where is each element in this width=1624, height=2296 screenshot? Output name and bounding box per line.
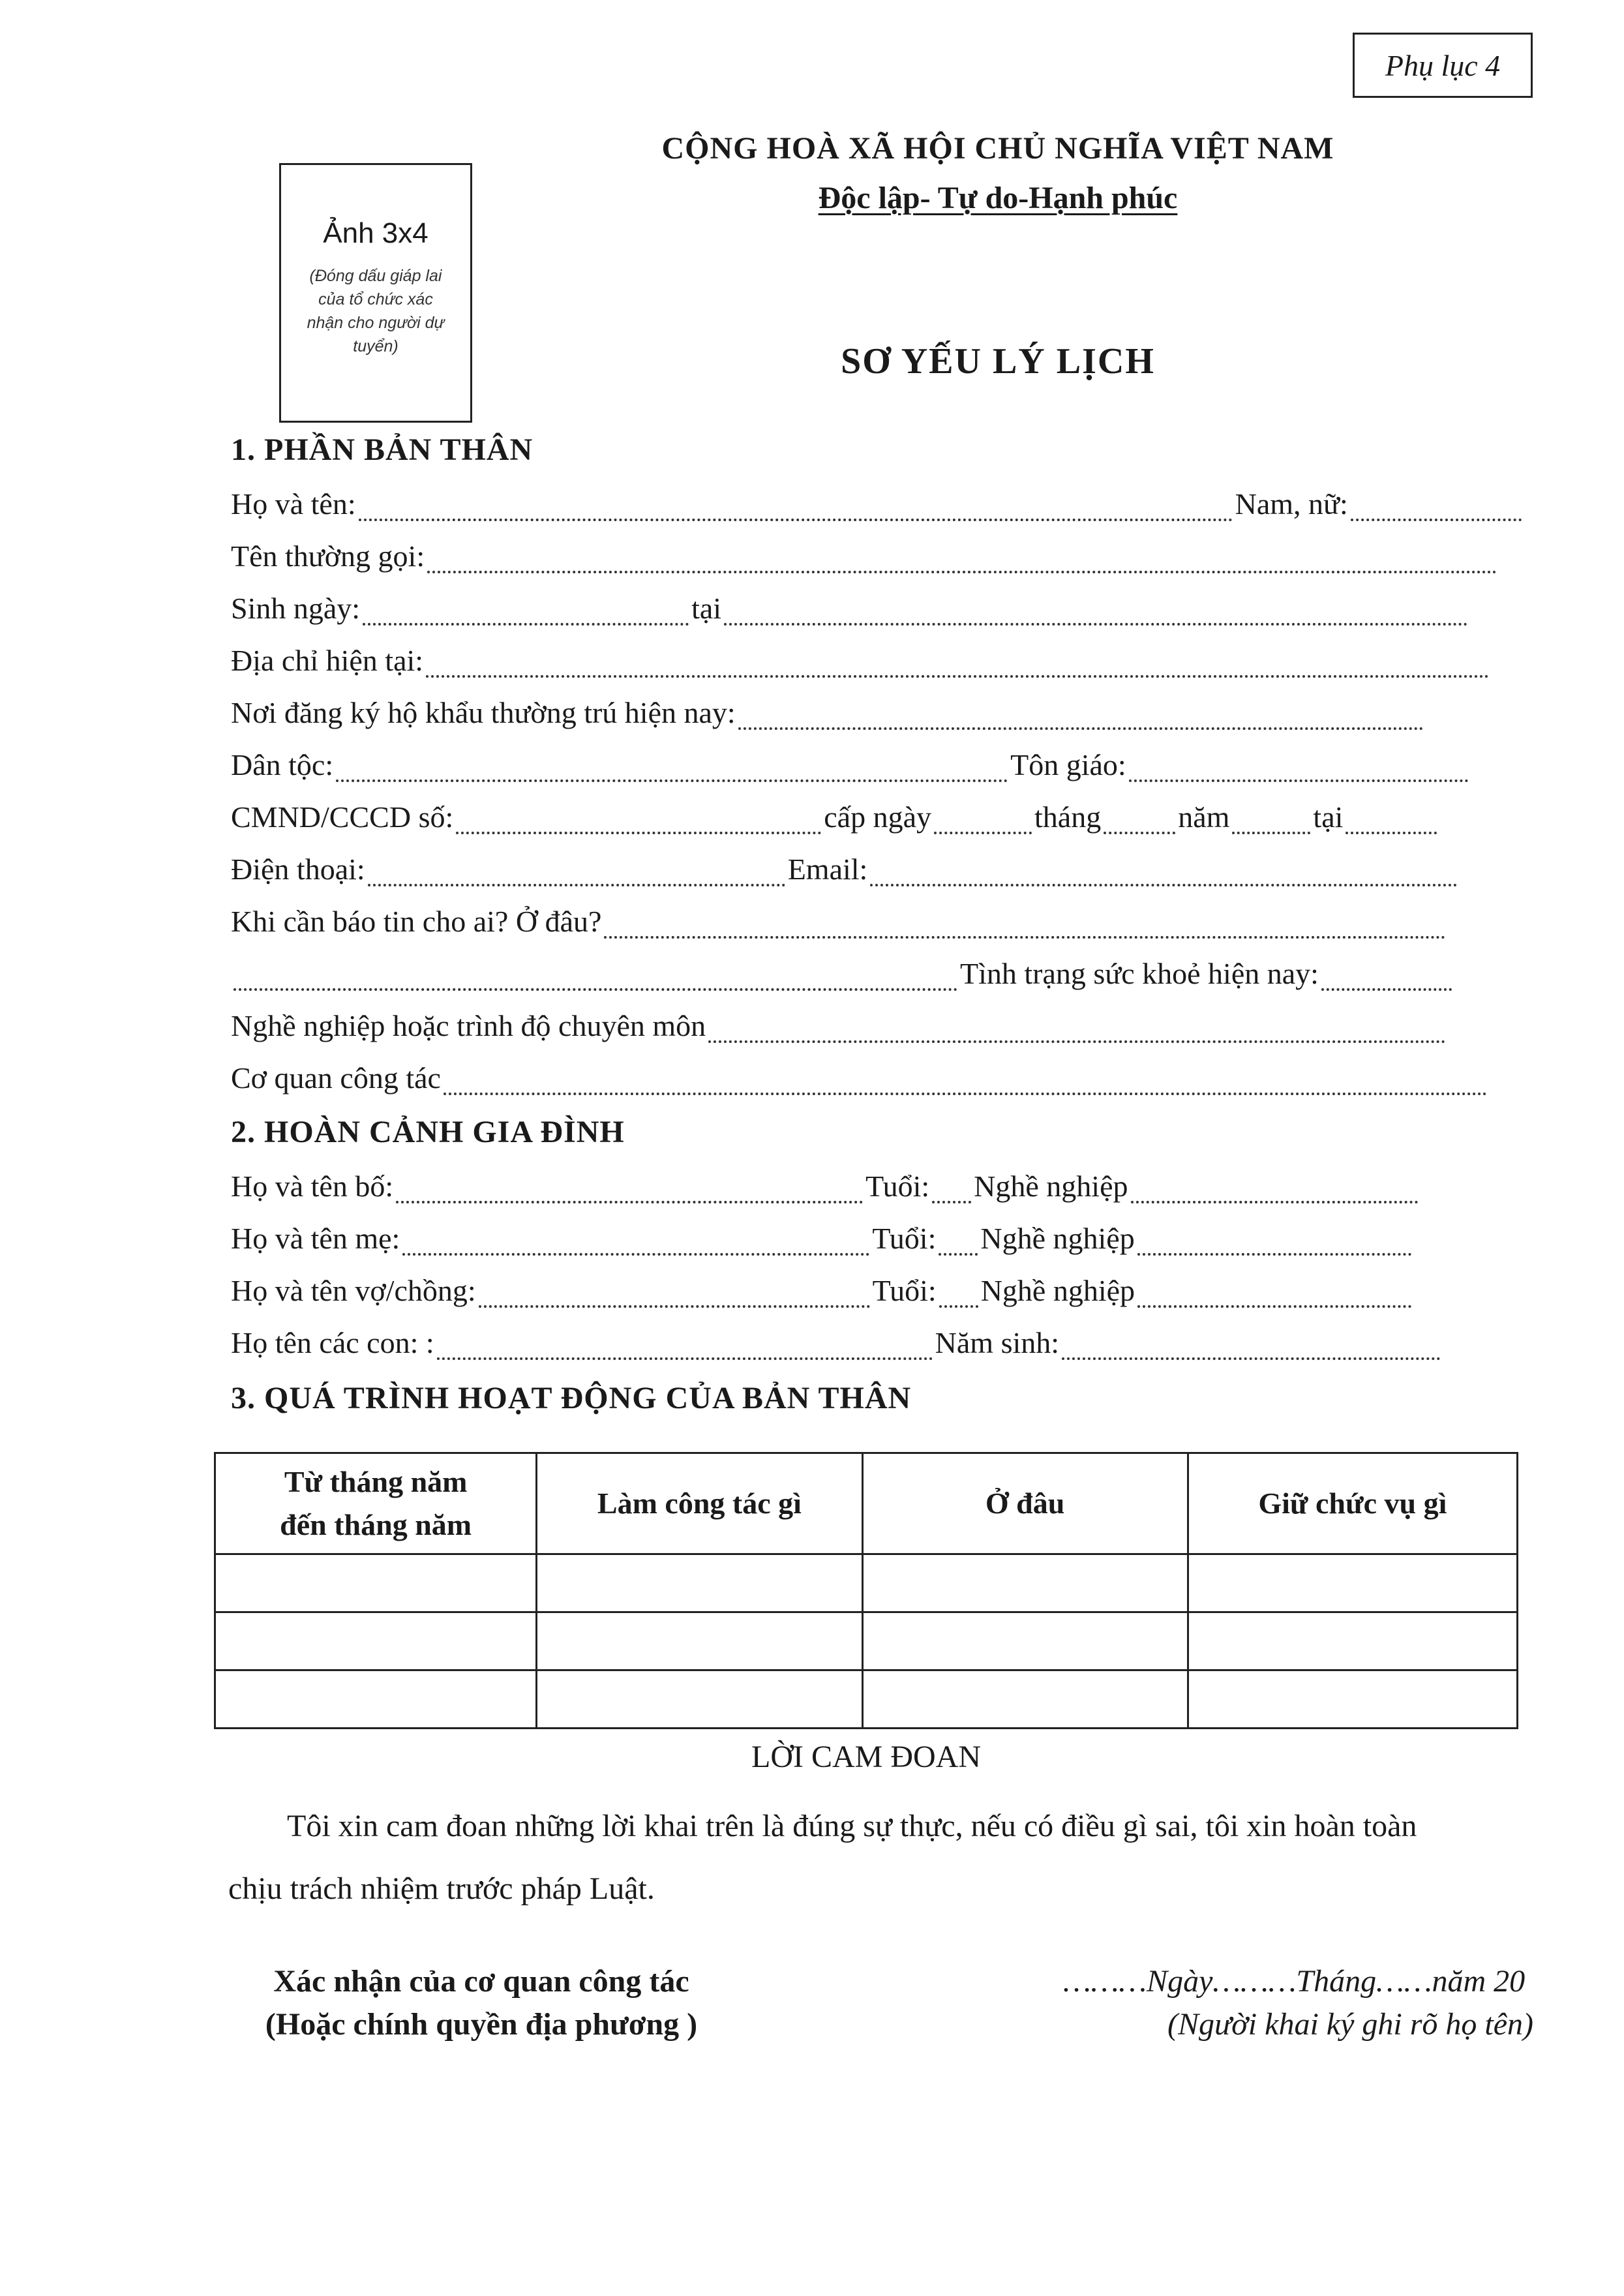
table-cell[interactable] [537, 1670, 862, 1729]
photo-note: (Đóng dấu giáp lai của tổ chức xác nhận cho người dự tuyển) [307, 267, 445, 355]
section2-heading: 2. HOÀN CẢNH GIA ĐÌNH [231, 1115, 625, 1149]
section3-heading: 3. QUÁ TRÌNH HOẠT ĐỘNG CỦA BẢN THÂN [231, 1381, 912, 1415]
column-header-position: Giữ chức vụ gì [1188, 1453, 1517, 1554]
field-children: Họ tên các con: : Năm sinh: [231, 1325, 1529, 1360]
field-mother: Họ và tên mẹ: Tuổi: Nghề nghiệp [231, 1221, 1529, 1256]
pledge-line-2: chịu trách nhiệm trước pháp Luật. [228, 1871, 655, 1906]
table-cell[interactable] [215, 1554, 537, 1612]
certification-label: Xác nhận của cơ quan công tác [273, 1964, 689, 1999]
table-cell[interactable] [537, 1612, 862, 1670]
column-header-period: Từ tháng năm đến tháng năm [215, 1453, 537, 1554]
section1-heading: 1. PHẦN BẢN THÂN [231, 432, 534, 467]
field-id-card: CMND/CCCD số: cấp ngày tháng năm tại [231, 800, 1529, 834]
table-cell[interactable] [1188, 1554, 1517, 1612]
certification-note: (Hoặc chính quyền địa phương ) [265, 2007, 698, 2042]
field-full-name: Họ và tên: Nam, nữ: [231, 487, 1522, 521]
field-health: Tình trạng sức khoẻ hiện nay: [231, 956, 1522, 991]
nation-header: CỘNG HOÀ XÃ HỘI CHỦ NGHĨA VIỆT NAM [661, 131, 1334, 166]
pledge-line-1: Tôi xin cam đoan những lời khai trên là đúng sự thực, nếu có điều gì sai, tôi xin hoàn toàn [287, 1809, 1417, 1843]
field-emergency-contact: Khi cần báo tin cho ai? Ở đâu? [231, 904, 1522, 939]
signature-note: (Người khai ký ghi rõ họ tên) [1167, 2007, 1534, 2042]
table-row [215, 1554, 1518, 1612]
appendix-label: Phụ lục 4 [1353, 33, 1533, 98]
field-workplace: Cơ quan công tác [231, 1061, 1529, 1095]
table-cell[interactable] [862, 1670, 1188, 1729]
table-cell[interactable] [862, 1612, 1188, 1670]
motto: Độc lập- Tự do-Hạnh phúc [818, 181, 1178, 215]
field-residence: Nơi đăng ký hộ khẩu thường trú hiện nay: [231, 695, 1529, 730]
table-cell[interactable] [215, 1670, 537, 1729]
table-cell[interactable] [1188, 1670, 1517, 1729]
date-line: ………Ngày………Tháng……năm 20 [1063, 1964, 1526, 1999]
column-header-work: Làm công tác gì [537, 1453, 862, 1554]
field-father: Họ và tên bố: Tuổi: Nghề nghiệp [231, 1169, 1529, 1203]
field-phone-email: Điện thoại: Email: [231, 852, 1529, 886]
photo-label: Ảnh 3x4 [323, 217, 429, 249]
field-address: Địa chỉ hiện tại: [231, 643, 1522, 678]
table-cell[interactable] [862, 1554, 1188, 1612]
field-birth: Sinh ngày: tại [231, 591, 1529, 626]
table-cell[interactable] [537, 1554, 862, 1612]
document-title: SƠ YẾU LÝ LỊCH [841, 341, 1155, 382]
activity-history-table [214, 1452, 1518, 1729]
pledge-title: LỜI CAM ĐOAN [751, 1740, 981, 1774]
column-header-place: Ở đâu [862, 1453, 1188, 1554]
field-spouse: Họ và tên vợ/chồng: Tuổi: Nghề nghiệp [231, 1273, 1529, 1308]
field-nickname: Tên thường gọi: [231, 539, 1522, 573]
photo-box [279, 163, 472, 423]
field-profession: Nghề nghiệp hoặc trình độ chuyên môn [231, 1008, 1522, 1043]
table-cell[interactable] [1188, 1612, 1517, 1670]
table-row [215, 1670, 1518, 1729]
field-ethnicity-religion: Dân tộc: Tôn giáo: [231, 748, 1529, 782]
table-row [215, 1612, 1518, 1670]
table-cell[interactable] [215, 1612, 537, 1670]
table-header-row [215, 1453, 1518, 1554]
